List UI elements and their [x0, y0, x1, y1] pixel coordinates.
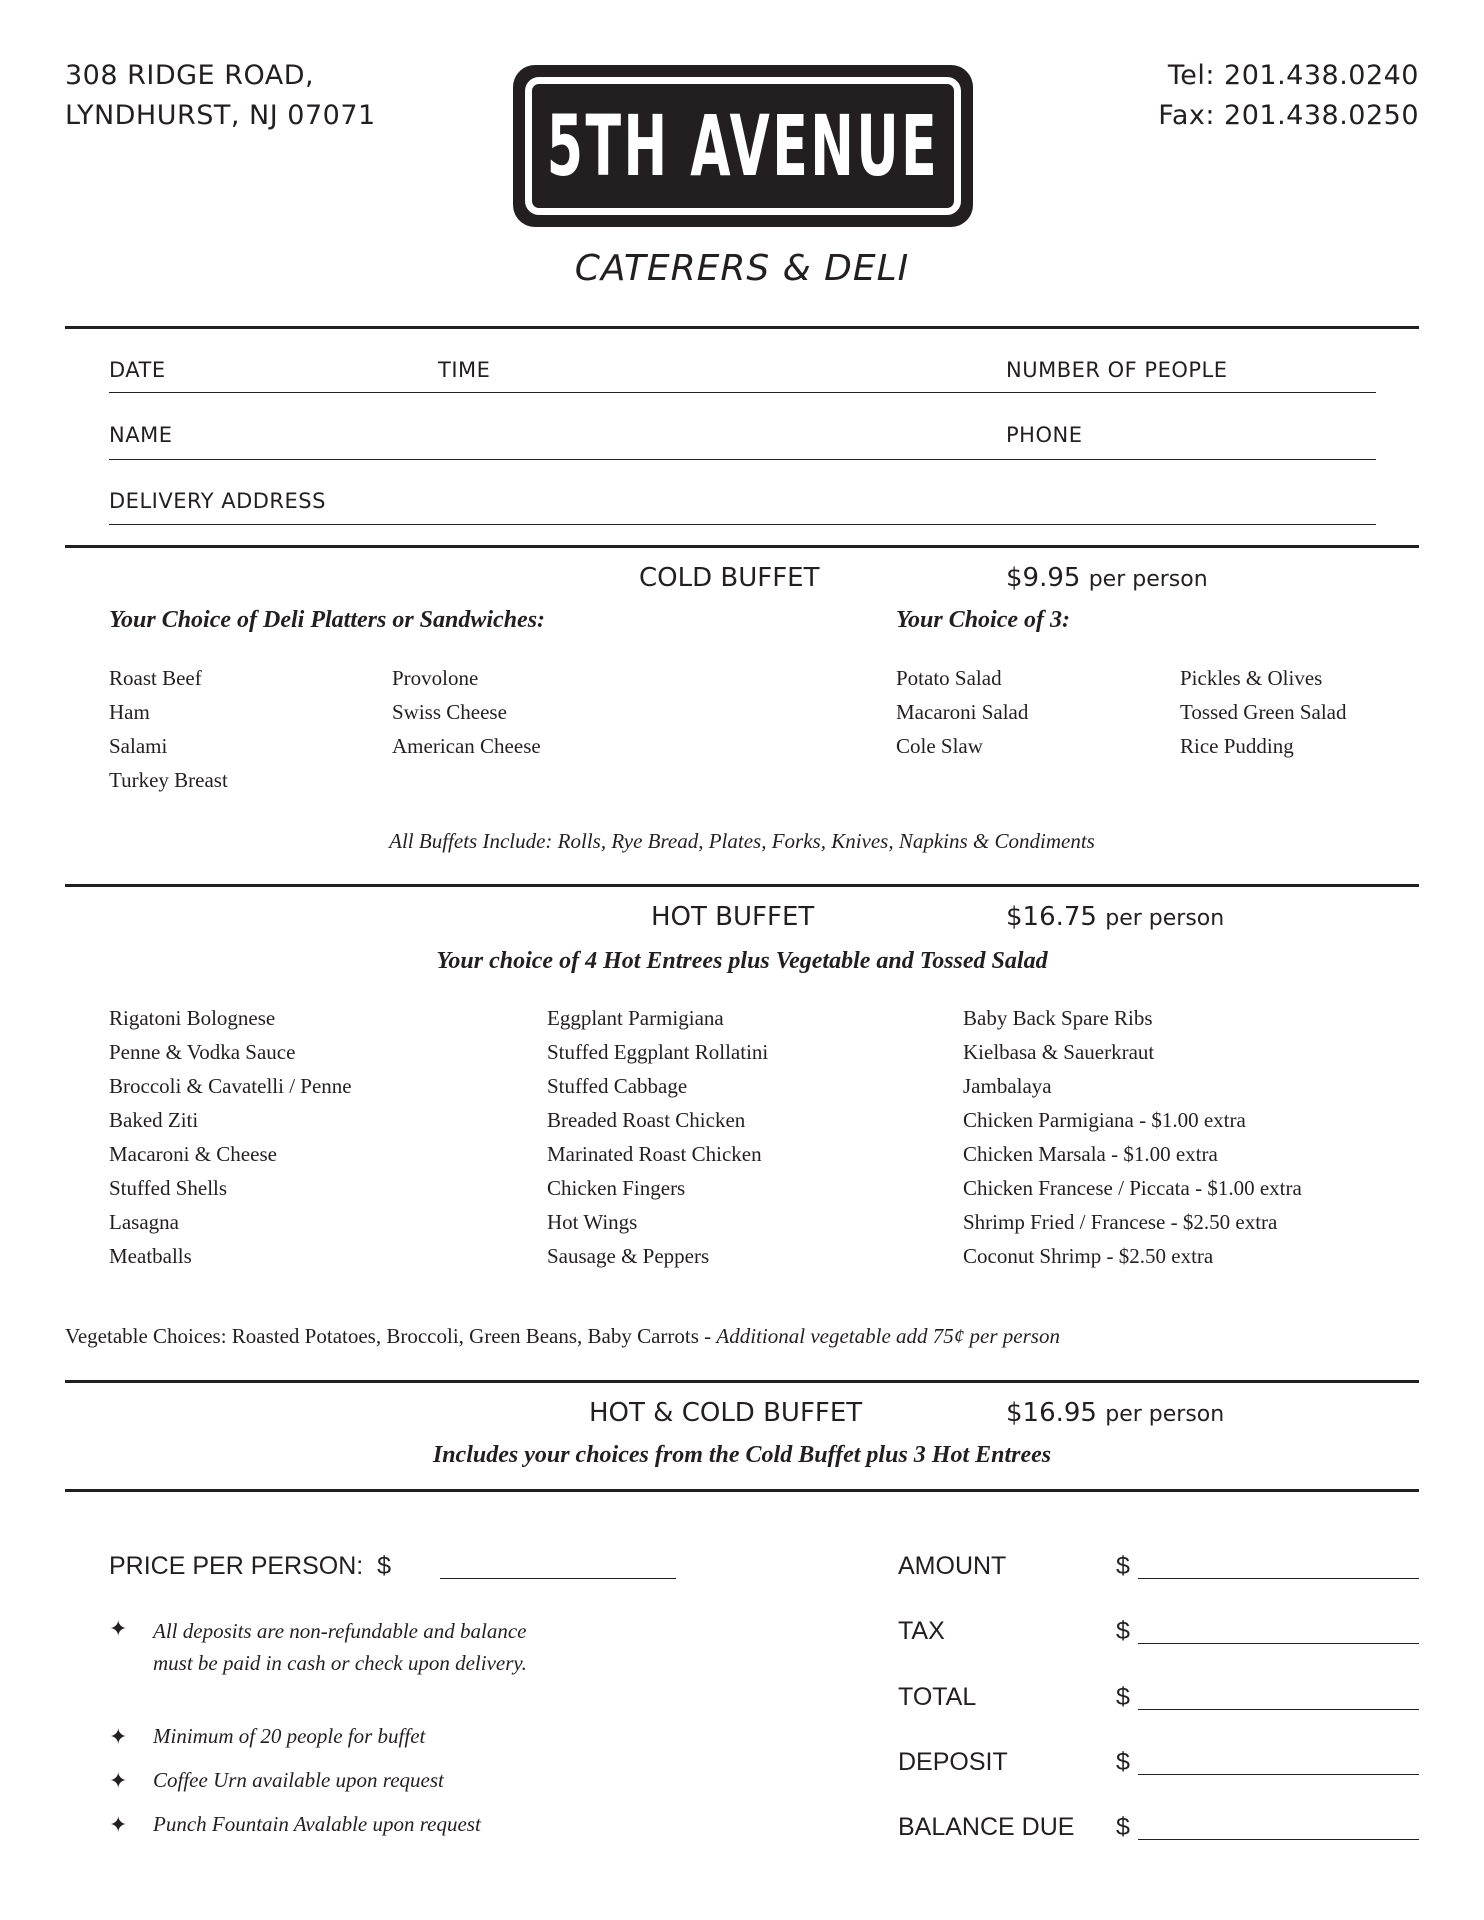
tagline: CATERERS & DELI	[574, 248, 910, 289]
menu-item: Penne & Vodka Sauce	[109, 1040, 296, 1064]
menu-item: Chicken Fingers	[547, 1176, 686, 1200]
menu-item: Baby Back Spare Ribs	[963, 1006, 1153, 1030]
total-label: AMOUNT	[898, 1552, 1007, 1580]
note-deposit: ✦ All deposits are non-refundable and balance must be paid in cash or check upon delivery.	[109, 1617, 527, 1675]
cold-right-subheading: Your Choice of 3:	[896, 607, 1070, 633]
menu-item: Jambalaya	[963, 1074, 1052, 1098]
total-label: TAX	[898, 1617, 945, 1645]
total-input-line[interactable]	[1138, 1839, 1419, 1840]
menu-item: Chicken Francese / Piccata - $1.00 extra	[963, 1176, 1302, 1200]
star-bullet-icon: ✦	[109, 1617, 128, 1642]
menu-item: Tossed Green Salad	[1180, 700, 1347, 724]
divider	[65, 1380, 1419, 1383]
menu-column	[392, 661, 541, 763]
menu-item: Rice Pudding	[1180, 734, 1294, 758]
hot-subheading: Your choice of 4 Hot Entrees plus Vegetable and Tossed Salad	[436, 948, 1048, 974]
dollar-sign: $	[1116, 1748, 1130, 1776]
total-input-line[interactable]	[1138, 1578, 1419, 1579]
menu-item: Baked Ziti	[109, 1108, 199, 1132]
hot-buffet-title: HOT BUFFET	[651, 902, 815, 932]
menu-item: Marinated Roast Chicken	[547, 1142, 762, 1166]
menu-item: American Cheese	[392, 734, 541, 758]
cold-left-subheading: Your Choice of Deli Platters or Sandwiches:	[109, 607, 546, 633]
star-bullet-icon: ✦	[109, 1769, 128, 1794]
cold-buffet-price: $9.95	[1006, 563, 1081, 593]
total-label: TOTAL	[898, 1683, 977, 1711]
hot-cold-buffet-title: HOT & COLD BUFFET	[589, 1398, 863, 1428]
dollar-sign: $	[1116, 1813, 1130, 1841]
logo-text: 5TH AVENUE	[546, 97, 940, 195]
price-per-person-label: PRICE PER PERSON: $	[109, 1552, 392, 1580]
menu-item: Kielbasa & Sauerkraut	[963, 1040, 1155, 1064]
note-coffee: ✦ Coffee Urn available upon request	[109, 1768, 444, 1794]
menu-item: Lasagna	[109, 1210, 179, 1234]
menu-item: Macaroni Salad	[896, 700, 1029, 724]
dollar-sign: $	[1116, 1617, 1130, 1645]
menu-item: Chicken Marsala - $1.00 extra	[963, 1142, 1218, 1166]
menu-item: Breaded Roast Chicken	[547, 1108, 746, 1132]
divider	[65, 326, 1419, 329]
menu-item: Shrimp Fried / Francese - $2.50 extra	[963, 1210, 1278, 1234]
hot-buffet-price: $16.75	[1006, 902, 1097, 932]
menu-item: Sausage & Peppers	[547, 1244, 710, 1268]
total-input-line[interactable]	[1138, 1774, 1419, 1775]
menu-item: Stuffed Shells	[109, 1176, 228, 1200]
menu-item: Stuffed Eggplant Rollatini	[547, 1040, 769, 1064]
logo	[513, 65, 973, 227]
phone-field-label: PHONE	[1006, 423, 1083, 447]
people-field-label: NUMBER OF PEOPLE	[1006, 358, 1228, 382]
vegetable-extra-note: Additional vegetable add 75¢ per person	[716, 1324, 1060, 1348]
address-line[interactable]	[109, 524, 1376, 525]
date-field-label: DATE	[109, 358, 166, 382]
menu-column	[963, 1001, 1302, 1273]
star-bullet-icon: ✦	[109, 1725, 128, 1750]
note-punch: ✦ Punch Fountain Avalable upon request	[109, 1812, 481, 1838]
menu-item: Rigatoni Bolognese	[109, 1006, 276, 1030]
menu-item: Eggplant Parmigiana	[547, 1006, 724, 1030]
per-person: per person	[1105, 1402, 1225, 1427]
time-field-label: TIME	[438, 358, 491, 382]
divider	[65, 545, 1419, 548]
per-person: per person	[1105, 906, 1225, 931]
menu-item: Macaroni & Cheese	[109, 1142, 277, 1166]
menu-column	[547, 1001, 768, 1273]
vegetable-choices: Vegetable Choices: Roasted Potatoes, Broccoli, Green Beans, Baby Carrots - Additional vegetable add 75¢ per person	[65, 1324, 1060, 1348]
menu-item: Ham	[109, 700, 150, 724]
address-line-2: LYNDHURST, NJ 07071	[65, 100, 376, 131]
name-phone-line[interactable]	[109, 459, 1376, 460]
dollar-sign: $	[1116, 1683, 1130, 1711]
hot-cold-subheading: Includes your choices from the Cold Buffet plus 3 Hot Entrees	[432, 1442, 1052, 1468]
total-input-line[interactable]	[1138, 1643, 1419, 1644]
total-label: DEPOSIT	[898, 1748, 1008, 1776]
menu-item: Coconut Shrimp - $2.50 extra	[963, 1244, 1214, 1268]
hot-cold-buffet-price: $16.95	[1006, 1398, 1097, 1428]
menu-item: Stuffed Cabbage	[547, 1074, 688, 1098]
total-label: BALANCE DUE	[898, 1813, 1075, 1841]
menu-item: Roast Beef	[109, 666, 202, 690]
menu-column	[109, 1001, 352, 1273]
menu-item: Hot Wings	[547, 1210, 638, 1234]
menu-item: Salami	[109, 734, 168, 758]
cold-buffet-title: COLD BUFFET	[639, 563, 820, 593]
menu-item: Broccoli & Cavatelli / Penne	[109, 1074, 352, 1098]
star-bullet-icon: ✦	[109, 1813, 128, 1838]
menu-item: Pickles & Olives	[1180, 666, 1323, 690]
per-person: per person	[1088, 567, 1208, 592]
divider	[65, 1489, 1419, 1492]
telephone: Tel: 201.438.0240	[1167, 60, 1419, 91]
menu-item: Meatballs	[109, 1244, 192, 1268]
divider	[65, 884, 1419, 887]
cold-includes-note: All Buffets Include: Rolls, Rye Bread, Plates, Forks, Knives, Napkins & Condiments	[389, 829, 1095, 853]
address-line-1: 308 RIDGE ROAD,	[65, 60, 315, 91]
menu-item: Provolone	[392, 666, 479, 690]
menu-column	[1180, 661, 1346, 763]
menu-column	[109, 661, 228, 797]
date-time-people-line[interactable]	[109, 392, 1376, 393]
menu-item: Turkey Breast	[109, 768, 228, 792]
fax: Fax: 201.438.0250	[1158, 100, 1419, 131]
menu-item: Cole Slaw	[896, 734, 983, 758]
dollar-sign: $	[1116, 1552, 1130, 1580]
name-field-label: NAME	[109, 423, 173, 447]
total-input-line[interactable]	[1138, 1709, 1419, 1710]
note-minimum: ✦ Minimum of 20 people for buffet	[109, 1724, 426, 1750]
menu-column	[896, 661, 1028, 763]
menu-item: Potato Salad	[896, 666, 1002, 690]
menu-item: Chicken Parmigiana - $1.00 extra	[963, 1108, 1246, 1132]
menu-item: Swiss Cheese	[392, 700, 507, 724]
address-field-label: DELIVERY ADDRESS	[109, 489, 326, 513]
price-per-person-line[interactable]	[440, 1578, 676, 1579]
